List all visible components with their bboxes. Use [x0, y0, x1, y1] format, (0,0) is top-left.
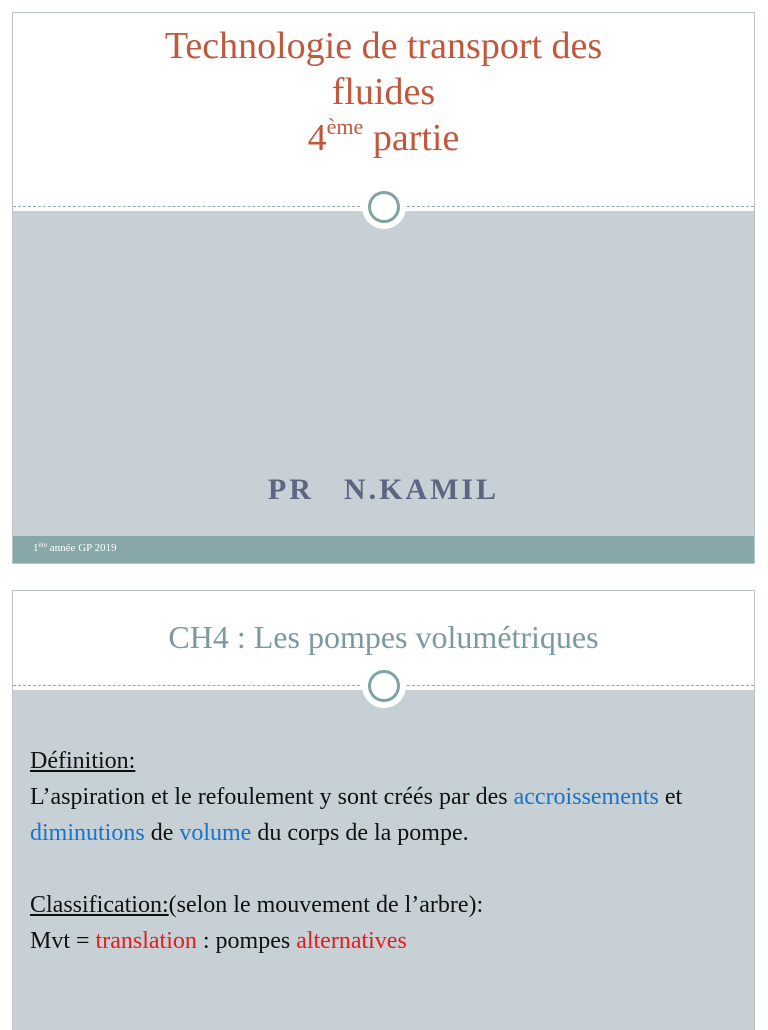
definition-part-2: et: [664, 784, 683, 810]
content-slide: [12, 590, 755, 1030]
author-prefix: PR: [267, 473, 314, 506]
definition-part-3: de: [150, 820, 174, 846]
footer-text: [33, 542, 117, 554]
definition-heading: Définition:: [30, 748, 136, 774]
slide-content: [30, 743, 742, 959]
term-alternatives: alternatives: [296, 928, 407, 954]
classification-heading: Classification:: [30, 892, 169, 918]
term-translation: translation: [95, 928, 197, 954]
chapter-title: CH4 : Les pompes volumétriques: [168, 619, 599, 655]
footer-superscript: ère: [38, 541, 48, 549]
classification-line: [30, 887, 742, 923]
title-part-word: partie: [372, 117, 460, 159]
title-slide: [12, 12, 755, 564]
divider-ring-icon: [362, 664, 406, 708]
title-part-number: 4: [307, 117, 327, 159]
author: [13, 473, 754, 507]
definition-part-4: du corps de la pompe.: [257, 820, 469, 846]
movement-prefix: Mvt =: [30, 928, 90, 954]
title-line-2: fluides: [331, 71, 436, 113]
divider-ring-icon: [362, 185, 406, 229]
footer-label: année GP 2019: [49, 542, 117, 554]
footer-bar: [13, 536, 754, 563]
movement-middle: : pompes: [202, 928, 291, 954]
presentation-title: [23, 23, 744, 161]
spacer: [30, 851, 742, 887]
author-name: N.KAMIL: [343, 473, 500, 506]
movement-line: [30, 923, 742, 959]
classification-note: (selon le mouvement de l’arbre):: [168, 892, 484, 918]
definition-text: [30, 779, 742, 851]
title-line-1: Technologie de transport des: [164, 25, 603, 67]
slide-body: [13, 211, 754, 563]
term-accroissements: accroissements: [513, 784, 659, 810]
term-volume: volume: [179, 820, 252, 846]
title-area: [13, 13, 754, 205]
definition-part-1: L’aspiration et le refoulement y sont créés par des: [30, 784, 508, 810]
footer-number: 1: [33, 542, 39, 554]
term-diminutions: diminutions: [30, 820, 145, 846]
title-part-superscript: ème: [326, 114, 364, 139]
